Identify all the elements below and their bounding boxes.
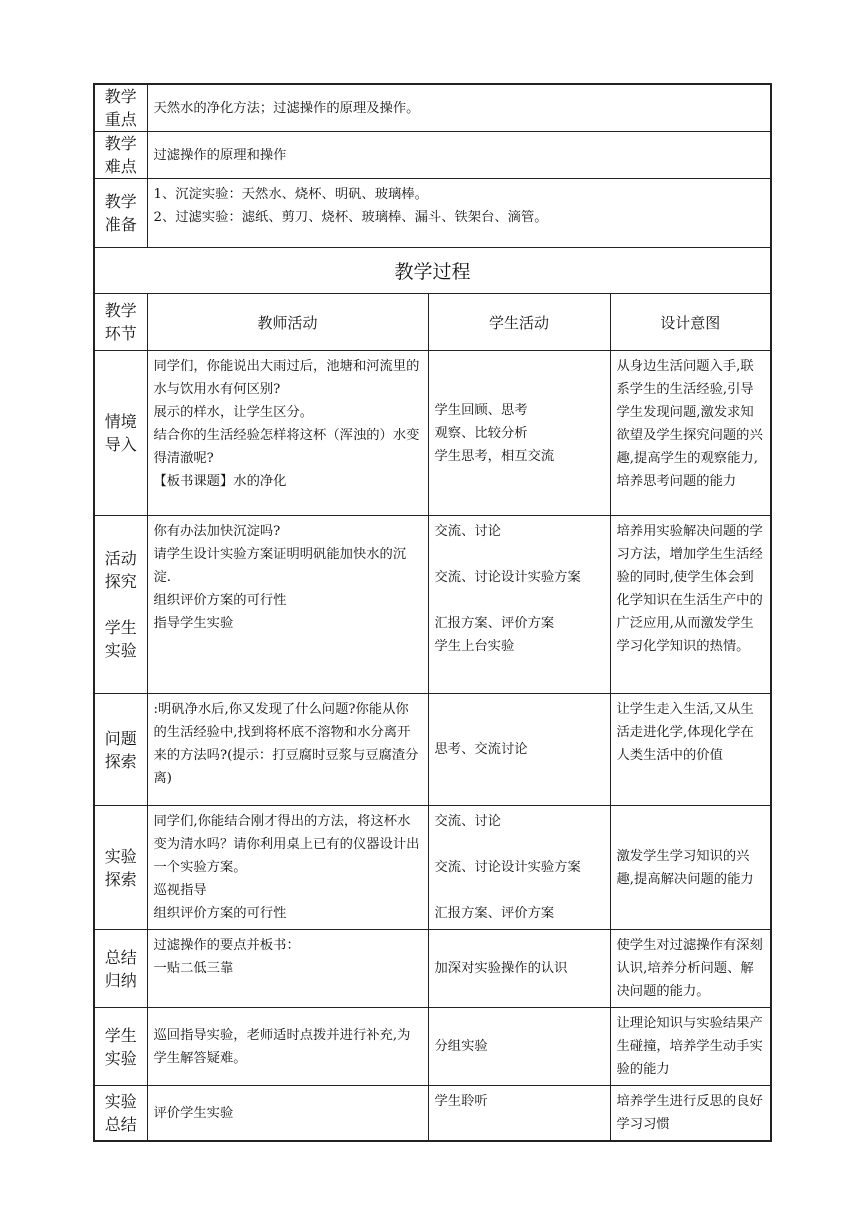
student-activity: 分组实验 — [428, 1008, 610, 1086]
info-row-difficulties — [94, 132, 771, 179]
info-row-preparation — [94, 179, 771, 248]
teacher-activity: 评价学生实验 — [147, 1086, 428, 1142]
design-intent: 让学生走入生活,又从生活走进化学,体现化学在人类生活中的价值 — [610, 694, 771, 806]
student-activity: 学生回顾、思考 观察、比较分析 学生思考，相互交流 — [428, 351, 610, 516]
header-teacher: 教师活动 — [147, 294, 428, 351]
process-row — [94, 516, 771, 694]
process-row — [94, 930, 771, 1008]
process-row — [94, 1086, 771, 1142]
info-label-key-points: 教学 重点 — [94, 84, 147, 132]
process-row — [94, 806, 771, 930]
design-intent: 培养用实验解决问题的学习方法，增加学生生活经验的同时,使学生体会到化学知识在生活生产中的广泛应用,从而激发学生学习化学知识的热情。 — [610, 516, 771, 694]
header-student: 学生活动 — [428, 294, 610, 351]
info-row-key-points — [94, 84, 771, 132]
stage-label: 情境 导入 — [94, 351, 147, 516]
student-activity: 交流、讨论 交流、讨论设计实验方案 汇报方案、评价方案 学生上台实验 — [428, 516, 610, 694]
info-label-preparation: 教学 准备 — [94, 179, 147, 248]
process-header-row — [94, 294, 771, 351]
process-title-row — [94, 248, 771, 294]
stage-label: 实验 总结 — [94, 1086, 147, 1142]
design-intent: 激发学生学习知识的兴趣,提高解决问题的能力 — [610, 806, 771, 930]
design-intent: 从身边生活问题入手,联系学生的生活经验,引导学生发现问题,激发求知欲望及学生探究问题的兴趣,提高学生的观察能力,培养思考问题的能力 — [610, 351, 771, 516]
header-intent: 设计意图 — [610, 294, 771, 351]
student-activity: 思考、交流讨论 — [428, 694, 610, 806]
header-stage: 教学 环节 — [94, 294, 147, 351]
stage-label: 活动 探究 学生 实验 — [94, 516, 147, 694]
info-label-difficulties: 教学 难点 — [94, 132, 147, 179]
stage-label: 实验 探索 — [94, 806, 147, 930]
process-row — [94, 351, 771, 516]
teacher-activity: :明矾净水后,你又发现了什么问题?你能从你的生活经验中,找到将杯底不溶物和水分离开来的方法吗?(提示：打豆腐时豆浆与豆腐渣分离) — [147, 694, 428, 806]
design-intent: 培养学生进行反思的良好学习习惯 — [610, 1086, 771, 1142]
student-activity: 加深对实验操作的认识 — [428, 930, 610, 1008]
teacher-activity: 你有办法加快沉淀吗? 请学生设计实验方案证明明矾能加快水的沉淀. 组织评价方案的可行性 指导学生实验 — [147, 516, 428, 694]
process-title: 教学过程 — [94, 248, 771, 294]
teacher-activity: 巡回指导实验，老师适时点拨并进行补充,为学生解答疑难。 — [147, 1008, 428, 1086]
stage-label: 学生 实验 — [94, 1008, 147, 1086]
process-row — [94, 694, 771, 806]
student-activity: 交流、讨论 交流、讨论设计实验方案 汇报方案、评价方案 — [428, 806, 610, 930]
teacher-activity: 同学们，你能说出大雨过后，池塘和河流里的水与饮用水有何区别? 展示的样水，让学生区分。 结合你的生活经验怎样将这杯（浑浊的）水变得清澈呢? 【板书课题】水的净化 — [147, 351, 428, 516]
teacher-activity: 同学们,你能结合刚才得出的方法，将这杯水变为清水吗？请你利用桌上已有的仪器设计出一个实验方案。 巡视指导 组织评价方案的可行性 — [147, 806, 428, 930]
stage-label: 总结 归纳 — [94, 930, 147, 1008]
design-intent: 使学生对过滤操作有深刻认识,培养分析问题、解决问题的能力。 — [610, 930, 771, 1008]
info-content-preparation: 1、沉淀实验：天然水、烧杯、明矾、玻璃棒。 2、过滤实验：滤纸、剪刀、烧杯、玻璃棒、漏斗、铁架台、滴管。 — [147, 179, 771, 248]
stage-label: 问题 探索 — [94, 694, 147, 806]
lesson-plan-document — [93, 83, 770, 1142]
info-content-difficulties: 过滤操作的原理和操作 — [147, 132, 771, 179]
student-activity: 学生聆听 — [428, 1086, 610, 1142]
lesson-plan-table — [93, 83, 772, 1142]
teacher-activity: 过滤操作的要点并板书： 一贴二低三靠 — [147, 930, 428, 1008]
process-row — [94, 1008, 771, 1086]
info-content-key-points: 天然水的净化方法；过滤操作的原理及操作。 — [147, 84, 771, 132]
design-intent: 让理论知识与实验结果产生碰撞，培养学生动手实验的能力 — [610, 1008, 771, 1086]
